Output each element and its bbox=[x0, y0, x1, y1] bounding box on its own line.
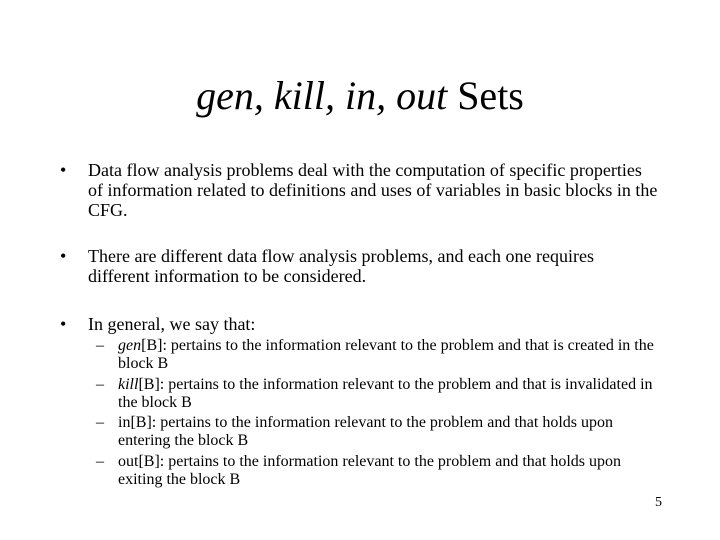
sub-bullet-term: out bbox=[118, 453, 139, 470]
sub-bullet-text bbox=[118, 376, 656, 412]
slide-title-plain: Sets bbox=[447, 73, 524, 118]
sub-bullet-text bbox=[118, 337, 656, 373]
sub-bullet-out bbox=[96, 453, 656, 489]
slide-title bbox=[0, 68, 720, 124]
sub-bullet-marker: – bbox=[96, 414, 104, 431]
bullet-text: Data flow analysis problems deal with the computation of specific properties of information related to definitions and uses of variables in basic blocks in the CFG. bbox=[88, 160, 658, 220]
slide-title-italic: gen, kill, in, out bbox=[196, 73, 448, 118]
bullet-text: In general, we say that: bbox=[88, 314, 256, 334]
sub-bullet-text bbox=[118, 453, 656, 489]
sub-bullet-marker: – bbox=[96, 376, 104, 393]
bullet-item bbox=[60, 314, 660, 334]
bullet-marker: • bbox=[60, 246, 67, 266]
bullet-text: There are different data flow analysis problems, and each one requires different information to be considered. bbox=[88, 246, 594, 286]
sub-bullet-in bbox=[96, 414, 656, 450]
sub-bullet-suffix: [B]: pertains to the information relevant to the problem and that is invalidated in the block B bbox=[118, 376, 653, 411]
sub-bullet-gen bbox=[96, 337, 656, 373]
sub-bullet-marker: – bbox=[96, 453, 104, 470]
sub-bullet-marker: – bbox=[96, 337, 104, 354]
sub-bullet-kill bbox=[96, 376, 656, 412]
sub-bullet-suffix: [B]: pertains to the information relevant to the problem and that holds upon exiting the block B bbox=[118, 453, 622, 488]
bullet-item bbox=[60, 160, 660, 220]
bullet-marker: • bbox=[60, 160, 67, 180]
page-number: 5 bbox=[655, 495, 662, 510]
bullet-marker: • bbox=[60, 314, 67, 334]
sub-bullet-term: gen bbox=[118, 337, 142, 354]
sub-bullet-suffix: [B]: pertains to the information relevant to the problem and that holds upon entering the block B bbox=[118, 414, 614, 449]
sub-bullet-term: in bbox=[118, 414, 131, 431]
bullet-item bbox=[60, 246, 660, 286]
sub-bullet-text bbox=[118, 414, 656, 450]
sub-bullet-term: kill bbox=[118, 376, 139, 393]
sub-bullet-suffix: [B]: pertains to the information relevant to the problem and that is created in the block B bbox=[118, 337, 654, 372]
